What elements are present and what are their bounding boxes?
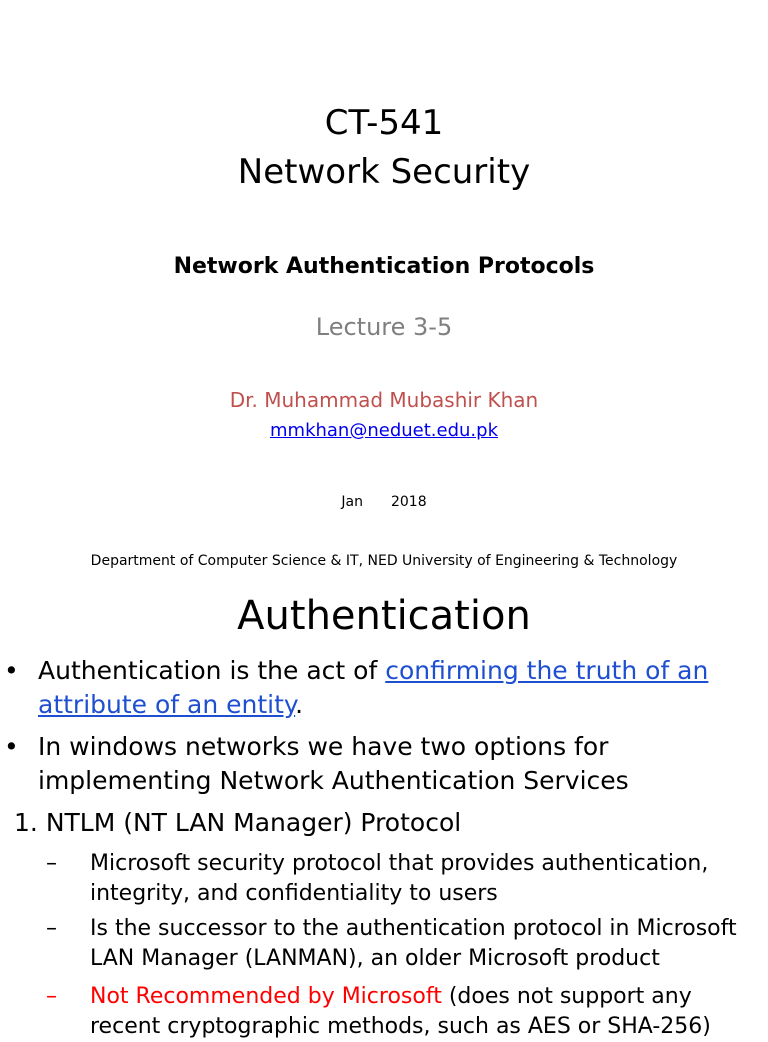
lecture-date bbox=[0, 492, 768, 512]
bullet-link[interactable]: confirming the truth of an bbox=[385, 656, 709, 685]
sub-line: Is the successor to the authentication protocol in Microsoft bbox=[90, 916, 737, 941]
bullet-text-suffix: . bbox=[295, 690, 304, 719]
sub-dash: – bbox=[46, 984, 57, 1009]
bullet-text bbox=[38, 654, 760, 722]
sub-line: (does not support any bbox=[441, 984, 692, 1009]
department: Department of Computer Science & IT, NED University of Engineering & Technology bbox=[90, 553, 678, 569]
numbered-item bbox=[14, 806, 461, 840]
date-year: 2018 bbox=[390, 494, 427, 510]
numbered-label: NTLM (NT LAN Manager) Protocol bbox=[45, 808, 462, 837]
sub-dash: – bbox=[46, 916, 57, 941]
sub-line: integrity, and confidentiality to users bbox=[90, 881, 498, 906]
sub-dash: – bbox=[46, 851, 57, 876]
bullet-line: implementing Network Authentication Services bbox=[38, 766, 629, 795]
sub-text bbox=[90, 914, 766, 974]
course-name: Network Security bbox=[237, 152, 531, 192]
sub-text bbox=[90, 982, 766, 1042]
sub-highlight: Not Recommended by Microsoft bbox=[90, 984, 442, 1009]
lecture-topic: Network Authentication Protocols bbox=[173, 254, 595, 279]
date-month: Jan bbox=[341, 494, 363, 510]
bullet-mark: • bbox=[4, 656, 19, 685]
author-email-link[interactable]: mmkhan@neduet.edu.pk bbox=[270, 420, 498, 441]
sub-line: recent cryptographic methods, such as AES or SHA-256) bbox=[90, 1014, 711, 1039]
author-name: Dr. Muhammad Mubashir Khan bbox=[229, 388, 539, 412]
slide-title: Authentication bbox=[237, 593, 531, 639]
bullet-link[interactable]: attribute of an entity bbox=[38, 690, 296, 719]
bullet-line: In windows networks we have two options for bbox=[38, 732, 609, 761]
bullet-text-prefix: Authentication is the act of bbox=[38, 656, 386, 685]
author-email-row bbox=[0, 418, 768, 444]
bullet-mark: • bbox=[4, 732, 19, 761]
sub-line: LAN Manager (LANMAN), an older Microsoft product bbox=[90, 946, 660, 971]
bullet-text bbox=[38, 730, 760, 798]
course-code: CT-541 bbox=[324, 103, 444, 143]
lecture-number: Lecture 3-5 bbox=[315, 313, 453, 341]
numbered-number: 1. bbox=[14, 808, 38, 837]
sub-line: Microsoft security protocol that provides authentication, bbox=[90, 851, 709, 876]
sub-text bbox=[90, 849, 766, 909]
